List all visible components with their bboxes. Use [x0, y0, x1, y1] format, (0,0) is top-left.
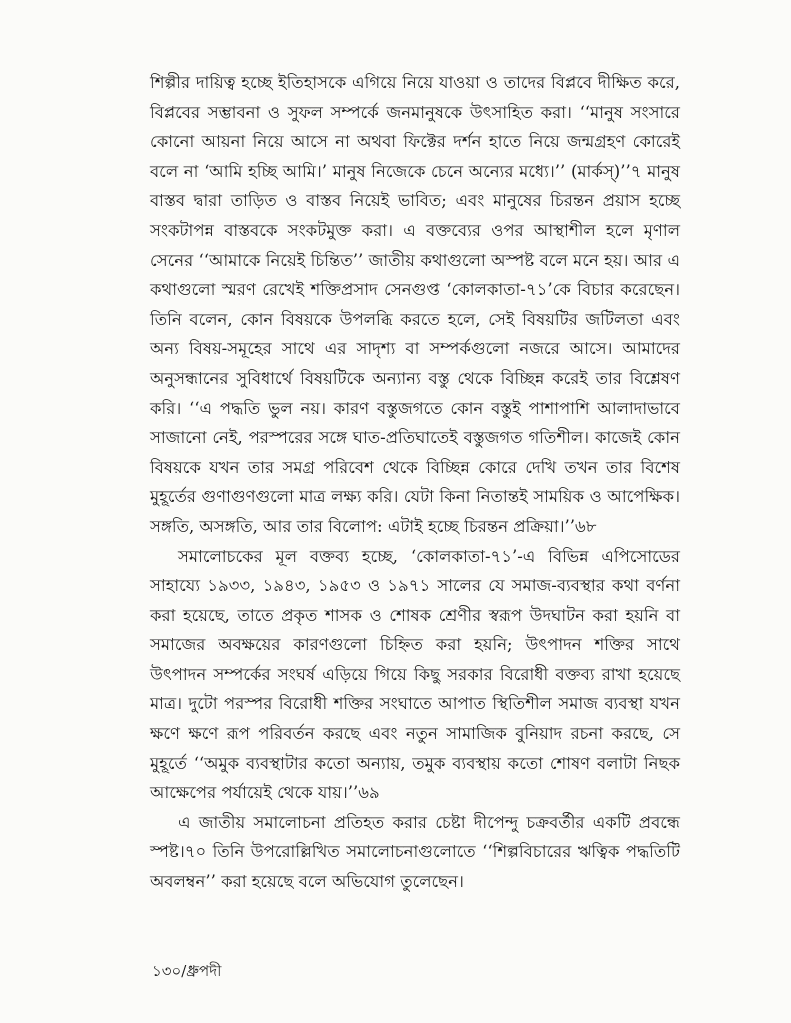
page-footer: ১৩০/ধ্রুপদী: [152, 962, 222, 980]
body-text: [150, 68, 680, 897]
paragraph-1: শিল্পীর দায়িত্ব হচ্ছে ইতিহাসকে এগিয়ে নিয়ে যাওয়া ও তাদের বিপ্লবে দীক্ষিত করে, বিপ্লবের সম্ভাবনা ও সুফল সম্পর্কে জনমানুষকে উৎসাহিত করা। ‘‘মানুষ সংসারে কোনো আয়না নিয়ে আসে না অথবা ফিক্টের দর্শন হাতে নিয়ে জন্মগ্রহণ কোরেই বলে না ‘আমি হচ্ছি আমি।’ মানুষ নিজেকে চেনে অন্যের মধ্যে।’’ (মার্কস্)’’৭ মানুষ বাস্তব দ্বারা তাড়িত ও বাস্তব নিয়েই ভাবিত; এবং মানুষের চিরন্তন প্রয়াস হচ্ছে সংকটাপন্ন বাস্তবকে সংকটমুক্ত করা। এ বক্তব্যের ওপর আস্থাশীল হলে মৃণাল সেনের ‘‘আমাকে নিয়েই চিন্তিত’’ জাতীয় কথাগুলো অস্পষ্ট বলে মনে হয়। আর এ কথাগুলো স্মরণ রেখেই শক্তিপ্রসাদ সেনগুপ্ত ‘কোলকাতা-৭১’কে বিচার করেছেন। তিনি বলেন, কোন বিষয়কে উপলব্ধি করতে হলে, সেই বিষয়টির জটিলতা এবং অন্য বিষয়-সমূহের সাথে এর সাদৃশ্য বা সম্পর্কগুলো নজরে আসে। আমাদের অনুসন্ধানের সুবিধার্থে বিষয়টিকে অন্যান্য বস্তু থেকে বিচ্ছিন্ন করেই তার বিশ্লেষণ করি। ‘‘এ পদ্ধতি ভুল নয়। কারণ বস্তুজগতে কোন বস্তুই পাশাপাশি আলাদাভাবে সাজানো নেই, পরস্পরের সঙ্গে ঘাত-প্রতিঘাতেই বস্তুজগত গতিশীল। কাজেই কোন বিষয়কে যখন তার সমগ্র পরিবেশ থেকে বিচ্ছিন্ন কোরে দেখি তখন তার বিশেষ মুহূর্তের গুণাগুণগুলো মাত্র লক্ষ্য করি। যেটা কিনা নিতান্তই সাময়িক ও আপেক্ষিক। সঙ্গতি, অসঙ্গতি, আর তার বিলোপ: এটাই হচ্ছে চিরন্তন প্রক্রিয়া।’’৬৮: [150, 73, 680, 536]
paragraph-2: সমালোচকের মূল বক্তব্য হচ্ছে, ‘কোলকাতা-৭১’-এ বিভিন্ন এপিসোডের সাহায্যে ১৯৩৩, ১৯৪৩, ১৯৫৩ ও ১৯৭১ সালের যে সমাজ-ব্যবস্থার কথা বর্ণনা করা হয়েছে, তাতে প্রকৃত শাসক ও শোষক শ্রেণীর স্বরূপ উদঘাটন করা হয়নি বা সমাজের অবক্ষয়ের কারণগুলো চিহ্নিত করা হয়নি; উৎপাদন শক্তির সাথে উৎপাদন সম্পর্কের সংঘর্ষ এড়িয়ে গিয়ে কিছু সরকার বিরোধী বক্তব্য রাখা হয়েছে মাত্র। দুটো পরস্পর বিরোধী শক্তির সংঘাতে আপাত স্থিতিশীল সমাজ ব্যবস্থা যখন ক্ষণে ক্ষণে রূপ পরিবর্তন করছে এবং নতুন সামাজিক বুনিয়াদ রচনা করছে, সে মুহূর্তে ‘‘অমুক ব্যবস্থাটার কতো অন্যায়, তমুক ব্যবস্থায় কতো শোষণ বলাটা নিছক আক্ষেপের পর্যায়েই থেকে যায়।’’৬৯: [150, 546, 680, 803]
paragraph-3: এ জাতীয় সমালোচনা প্রতিহত করার চেষ্টা দীপেন্দু চক্রবর্তীর একটি প্রবন্ধে স্পষ্ট।৭০ তিনি উপরোল্লিখিত সমালোচনাগুলোতে ‘‘শিল্পবিচারের ঋত্বিক পদ্ধতিটি অবলম্বন’’ করা হয়েছে বলে অভিযোগ তুলেছেন।: [150, 812, 680, 892]
